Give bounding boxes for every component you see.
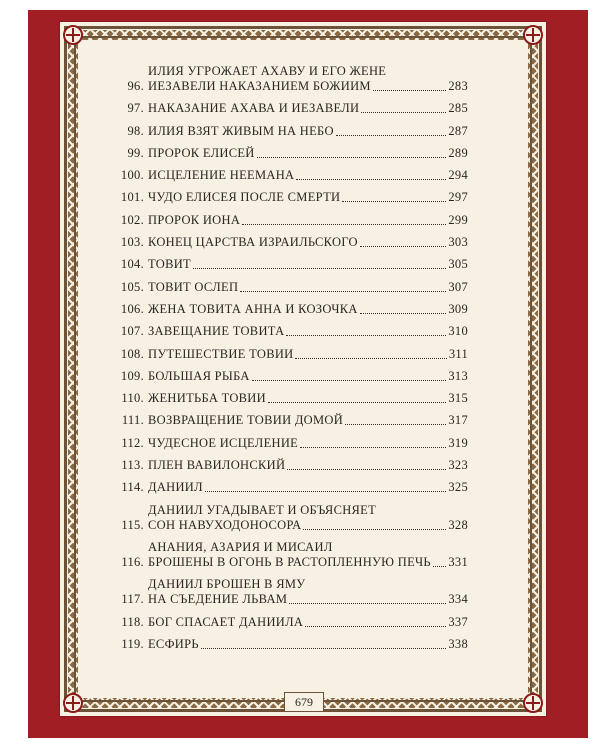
entry-number: 117.: [121, 592, 144, 607]
dot-leader: [300, 447, 446, 448]
entry-page: 285: [448, 101, 468, 116]
cross-ornament-icon: [523, 25, 543, 45]
toc-entry: [112, 257, 468, 272]
entry-page: 294: [448, 168, 468, 183]
cross-ornament-icon: [63, 693, 83, 713]
entry-page: 305: [448, 257, 468, 272]
toc-entry: [112, 347, 468, 362]
entry-page: 317: [448, 413, 468, 428]
dot-leader: [205, 491, 446, 492]
dot-leader: [289, 603, 446, 604]
entry-number: 106.: [120, 301, 144, 316]
entry-page: 313: [448, 368, 468, 383]
dot-leader: [252, 380, 447, 381]
dot-leader: [257, 157, 447, 158]
entry-page: 297: [448, 190, 468, 205]
entry-page: 323: [448, 458, 468, 473]
entry-title-line: ПЛЕН ВАВИЛОНСКИЙ: [148, 458, 286, 473]
entry-title-line: НАКАЗАНИЕ АХАВА И ИЕЗАВЕЛИ: [148, 101, 360, 116]
entry-page: 283: [448, 79, 468, 93]
toc-entry: [112, 124, 468, 139]
entry-number: 116.: [121, 554, 144, 569]
entry-number: 101.: [120, 190, 144, 205]
entry-title-line: ИЛИЯ УГРОЖАЕТ АХАВУ И ЕГО ЖЕНЕ: [148, 64, 387, 78]
entry-page: 331: [448, 554, 468, 569]
entry-page: 319: [448, 435, 468, 450]
toc-entry: [112, 391, 468, 406]
entry-number: 113.: [121, 458, 144, 473]
entry-number: 97.: [127, 101, 144, 116]
toc-entry: [112, 302, 468, 317]
entry-number: 118.: [121, 614, 144, 629]
dot-leader: [303, 529, 446, 530]
entry-number: 99.: [127, 145, 144, 160]
entry-number: 114.: [121, 480, 144, 495]
entry-title-line: ДАНИИЛ: [148, 480, 203, 495]
entry-page: 334: [448, 592, 468, 607]
entry-title-line: ЗАВЕЩАНИЕ ТОВИТА: [148, 324, 285, 339]
toc-entry: [112, 190, 468, 205]
entry-page: 303: [448, 235, 468, 250]
entry-title-line: ИСЦЕЛЕНИЕ НЕЕМАНА: [148, 168, 295, 183]
dot-leader: [336, 135, 447, 136]
entry-number: 119.: [121, 636, 144, 651]
entry-title-line: ПУТЕШЕСТВИЕ ТОВИИ: [148, 346, 294, 361]
entry-title-line: ЧУДЕСНОЕ ИСЦЕЛЕНИЕ: [148, 435, 299, 450]
entry-number: 103.: [120, 235, 144, 250]
entry-title-line: БОЛЬШАЯ РЫБА: [148, 368, 250, 383]
entry-title-line: ЖЕНИТЬБА ТОВИИ: [148, 391, 266, 406]
dot-leader: [345, 424, 446, 425]
toc-entry: [112, 413, 468, 428]
entry-page: 307: [448, 279, 468, 294]
toc-entry: [112, 480, 468, 495]
book-page: [60, 22, 546, 716]
entry-number: 104.: [120, 257, 144, 272]
entry-title-line: ЖЕНА ТОВИТА АННА И КОЗОЧКА: [148, 301, 358, 316]
toc-entry: [112, 280, 468, 295]
toc-entry: [112, 503, 468, 533]
dot-leader: [296, 179, 446, 180]
entry-title-line: ДАНИИЛ УГАДЫВАЕТ И ОБЪЯСНЯЕТ: [148, 502, 377, 517]
toc-entry: [112, 540, 468, 570]
cross-ornament-icon: [63, 25, 83, 45]
entry-number: 108.: [120, 346, 144, 361]
entry-number: 111.: [121, 413, 144, 428]
entry-number: 115.: [121, 517, 144, 532]
toc-entry: [112, 615, 468, 630]
entry-page: 287: [448, 123, 468, 138]
entry-title-line: ВОЗВРАЩЕНИЕ ТОВИИ ДОМОЙ: [148, 413, 344, 428]
entry-title-line: БРОШЕНЫ В ОГОНЬ В РАСТОПЛЕННУЮ ПЕЧЬ: [148, 554, 431, 569]
entry-title-line: ДАНИИЛ БРОШЕН В ЯМУ: [148, 577, 306, 592]
entry-title-line: КОНЕЦ ЦАРСТВА ИЗРАИЛЬСКОГО: [148, 235, 358, 250]
entry-page: 338: [448, 636, 468, 651]
toc-entry: [112, 436, 468, 451]
toc-entry: [112, 168, 468, 183]
entry-title-line: ЧУДО ЕЛИСЕЯ ПОСЛЕ СМЕРТИ: [148, 190, 341, 205]
entry-title-line: БОГ СПАСАЕТ ДАНИИЛА: [148, 614, 304, 629]
dot-leader: [433, 566, 446, 567]
dot-leader: [305, 626, 446, 627]
entry-title-line: НА СЪЕДЕНИЕ ЛЬВАМ: [148, 592, 288, 607]
entry-page: 289: [448, 145, 468, 160]
toc-entry: [112, 324, 468, 339]
dot-leader: [287, 469, 446, 470]
dot-leader: [242, 224, 446, 225]
entry-page: 325: [448, 480, 468, 495]
entry-title-line: ПРОРОК ИОНА: [148, 212, 241, 227]
dot-leader: [286, 335, 446, 336]
toc-entry: [112, 146, 468, 161]
entry-number: 96.: [127, 79, 144, 93]
toc-entry: [112, 577, 468, 607]
dot-leader: [240, 291, 446, 292]
entry-title-line: ТОВИТ: [148, 257, 191, 272]
entry-page: 337: [448, 614, 468, 629]
entry-number: 98.: [127, 123, 144, 138]
entry-title-line: АНАНИЯ, АЗАРИЯ И МИСАИЛ: [148, 539, 333, 554]
entry-number: 112.: [121, 435, 144, 450]
dot-leader: [361, 112, 446, 113]
dot-leader: [295, 358, 446, 359]
toc-entry: [112, 637, 468, 652]
entry-page: 328: [448, 517, 468, 532]
entry-number: 110.: [121, 391, 144, 406]
entry-number: 107.: [120, 324, 144, 339]
entry-title-line: ЕСФИРЬ: [148, 636, 199, 651]
entry-title-line: ПРОРОК ЕЛИСЕЙ: [148, 145, 255, 160]
entry-page: 310: [448, 324, 468, 339]
dot-leader: [373, 90, 446, 91]
dot-leader: [268, 402, 446, 403]
entry-title-line: ИЛИЯ ВЗЯТ ЖИВЫМ НА НЕБО: [148, 123, 334, 138]
entry-title-line: ИЕЗАВЕЛИ НАКАЗАНИЕМ БОЖИИМ: [148, 79, 371, 93]
toc-entry: [112, 213, 468, 228]
page-number: 679: [284, 692, 324, 712]
entry-number: 100.: [120, 168, 144, 183]
cross-ornament-icon: [523, 693, 543, 713]
table-of-contents: [112, 64, 468, 659]
entry-page: 299: [448, 212, 468, 227]
entry-title-line: СОН НАВУХОДОНОСОРА: [148, 517, 302, 532]
toc-entry: [112, 64, 468, 94]
dot-leader: [342, 201, 446, 202]
dot-leader: [193, 268, 446, 269]
entry-page: 315: [448, 391, 468, 406]
toc-entry: [112, 458, 468, 473]
entry-number: 109.: [120, 368, 144, 383]
toc-entry: [112, 101, 468, 116]
dot-leader: [360, 313, 447, 314]
dot-leader: [360, 246, 446, 247]
entry-page: 311: [448, 346, 468, 361]
entry-page: 309: [448, 301, 468, 316]
entry-number: 102.: [120, 212, 144, 227]
dot-leader: [201, 648, 447, 649]
toc-entry: [112, 369, 468, 384]
entry-title-line: ТОВИТ ОСЛЕП: [148, 279, 239, 294]
toc-entry: [112, 235, 468, 250]
entry-number: 105.: [120, 279, 144, 294]
